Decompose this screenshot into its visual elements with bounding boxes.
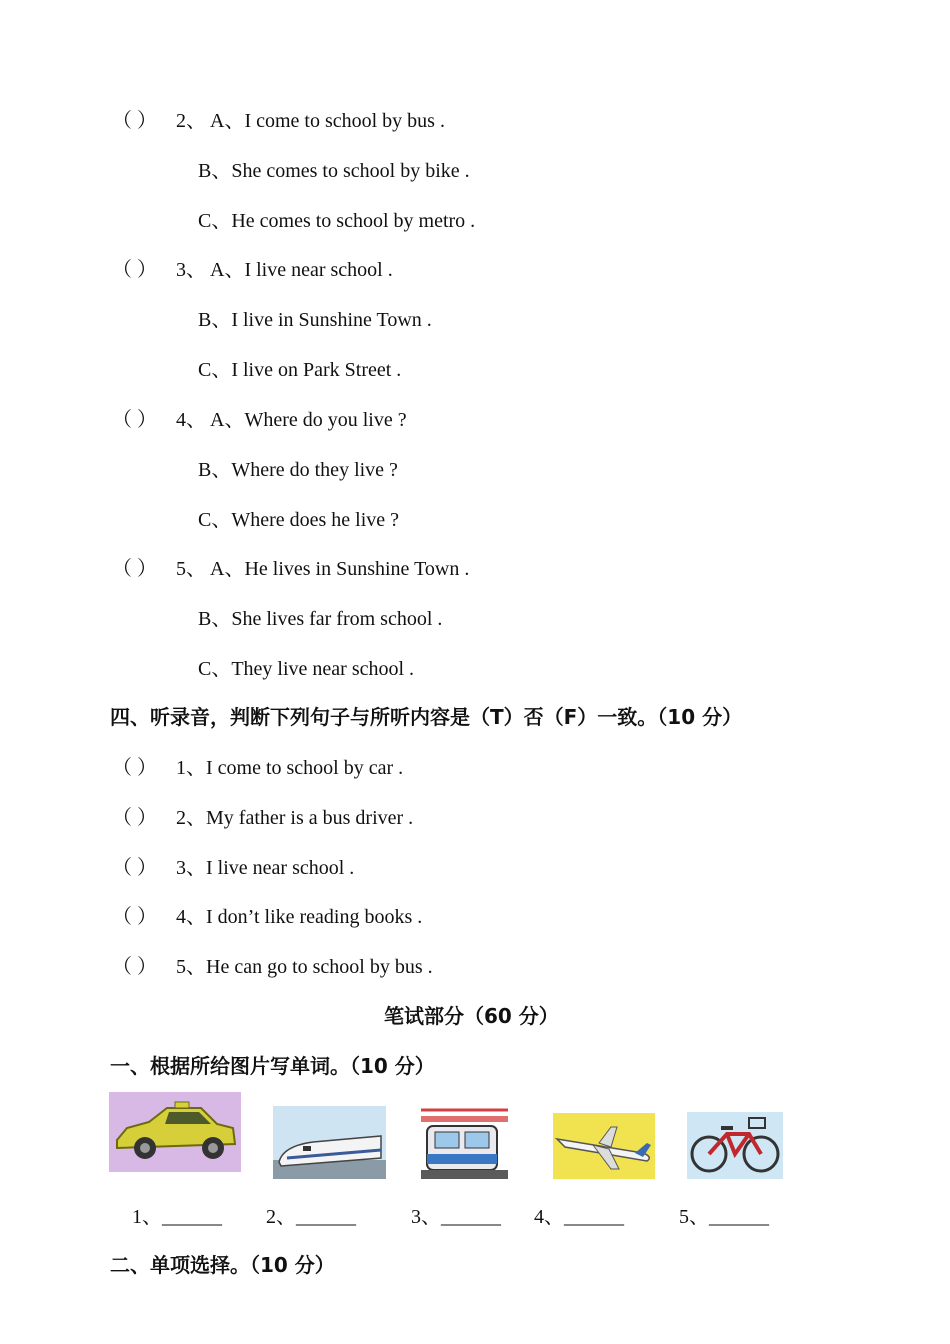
item-number: 2、 [176, 110, 206, 132]
blank-1[interactable]: 1、______ [132, 1206, 222, 1228]
written-section-1-title: 一、根据所给图片写单词。（10 分） [110, 1054, 435, 1078]
metro-picture [421, 1106, 508, 1179]
bike-picture [687, 1112, 783, 1179]
option-b: B、I live in Sunshine Town . [198, 309, 432, 331]
answer-paren[interactable]: （ ） [112, 906, 157, 928]
tf-statement: 4、I don’t like reading books . [176, 906, 423, 928]
tf-statement: 1、I come to school by car . [176, 757, 404, 779]
option-a: A、I come to school by bus . [210, 110, 445, 132]
tf-statement: 3、I live near school . [176, 857, 355, 879]
tf-statement: 5、He can go to school by bus . [176, 956, 433, 978]
taxi-picture [109, 1092, 241, 1172]
answer-paren[interactable]: （ ） [112, 409, 157, 431]
option-b: B、She comes to school by bike . [198, 160, 470, 182]
answer-paren[interactable]: （ ） [112, 757, 157, 779]
answer-paren[interactable]: （ ） [112, 956, 157, 978]
option-c: C、They live near school . [198, 658, 415, 680]
option-b: B、Where do they live ? [198, 459, 398, 481]
answer-paren[interactable]: （ ） [112, 110, 157, 132]
blank-5[interactable]: 5、______ [679, 1206, 769, 1228]
blank-4[interactable]: 4、______ [534, 1206, 624, 1228]
section-4-title: 四、听录音，判断下列句子与所听内容是（T）否（F）一致。（10 分） [110, 705, 743, 729]
option-c: C、He comes to school by metro . [198, 210, 476, 232]
item-number: 5、 [176, 558, 206, 580]
item-number: 3、 [176, 259, 206, 281]
answer-paren[interactable]: （ ） [112, 857, 157, 879]
blank-2[interactable]: 2、______ [266, 1206, 356, 1228]
option-c: C、Where does he live ? [198, 509, 400, 531]
written-section-2-title: 二、单项选择。（10 分） [110, 1253, 335, 1277]
plane-picture [553, 1113, 655, 1179]
answer-paren[interactable]: （ ） [112, 807, 157, 829]
written-part-title: 笔试部分（60 分） [384, 1004, 559, 1028]
answer-paren[interactable]: （ ） [112, 259, 157, 281]
item-number: 4、 [176, 409, 206, 431]
tf-statement: 2、My father is a bus driver . [176, 807, 414, 829]
blank-3[interactable]: 3、______ [411, 1206, 501, 1228]
option-a: A、He lives in Sunshine Town . [210, 558, 470, 580]
option-b: B、She lives far from school . [198, 608, 443, 630]
option-c: C、I live on Park Street . [198, 359, 402, 381]
train-picture [273, 1106, 386, 1179]
answer-paren[interactable]: （ ） [112, 558, 157, 580]
option-a: A、I live near school . [210, 259, 393, 281]
option-a: A、Where do you live ? [210, 409, 407, 431]
